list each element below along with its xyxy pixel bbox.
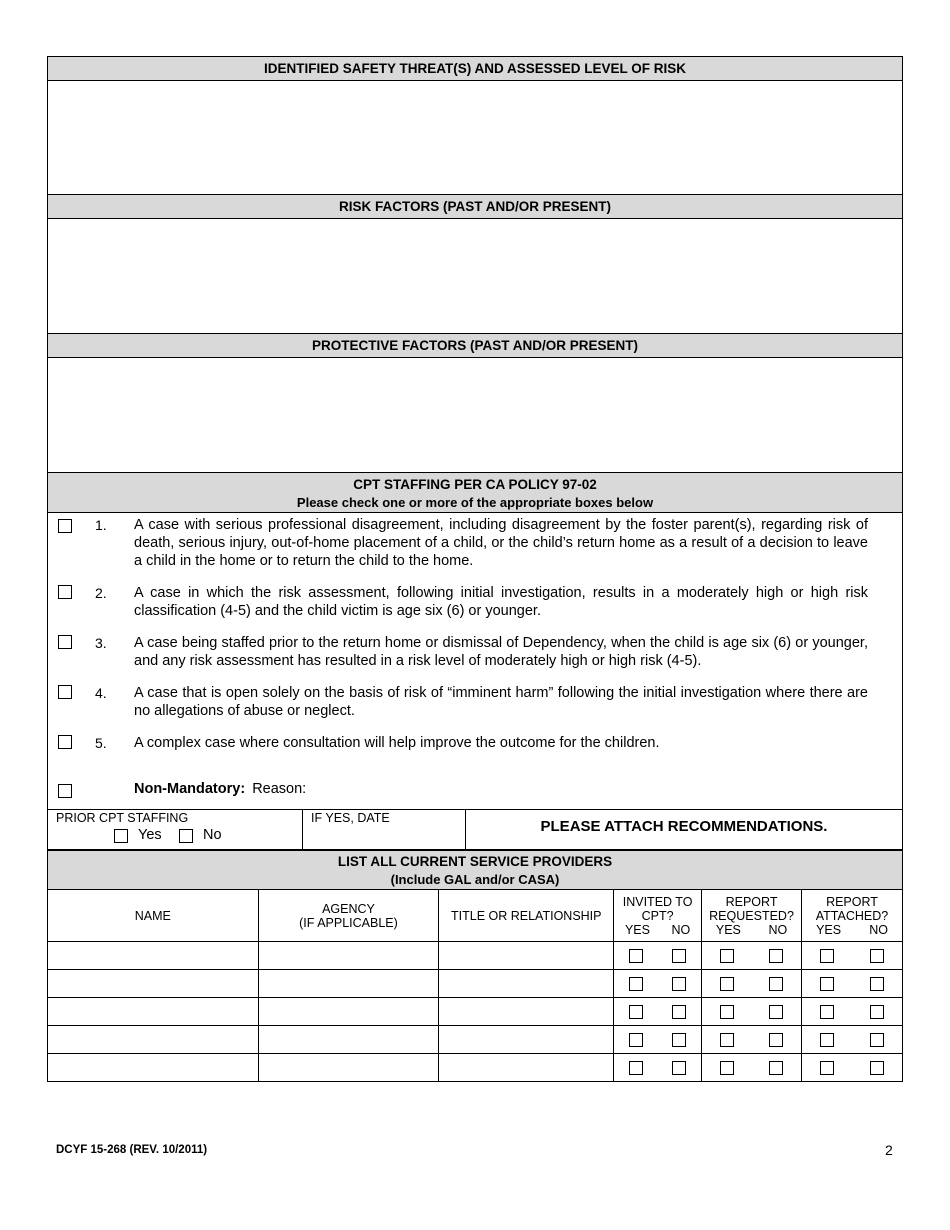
cpt-staffing-title: CPT STAFFING PER CA POLICY 97-02: [353, 477, 597, 492]
invited-no-checkbox[interactable]: [672, 1005, 686, 1019]
attached-yes-label: YES: [816, 922, 842, 937]
title-input[interactable]: [439, 942, 614, 970]
cpt-item-5-number: 5.: [95, 735, 107, 751]
col-requested-header: [702, 890, 802, 942]
attached-yes-checkbox[interactable]: [820, 1033, 834, 1047]
cpt-item-1-text: A case with serious professional disagreement, including disagreement by the foster parent(s), regarding risk of death, serious injury, out-of-home placement of a child, or the child’s return home as a result of a decision to leave a child in the home or to return the child to the home.: [134, 517, 868, 569]
attached-no-checkbox[interactable]: [870, 1061, 884, 1075]
cpt-item-4-number: 4.: [95, 685, 107, 701]
invited-no-checkbox[interactable]: [672, 977, 686, 991]
cpt-item-3-checkbox[interactable]: [58, 635, 72, 649]
requested-yes-checkbox[interactable]: [720, 1005, 734, 1019]
requested-no-checkbox[interactable]: [769, 949, 783, 963]
col-agency-line-1: AGENCY: [322, 901, 375, 916]
invited-checkboxes: [614, 970, 702, 998]
cpt-item-5-checkbox[interactable]: [58, 735, 72, 749]
cpt-item-2-text: A case in which the risk assessment, following initial investigation, results in a moderately high or high risk classification (4-5) and the child victim is age six (6) or younger.: [134, 585, 868, 619]
requested-no-checkbox[interactable]: [769, 1061, 783, 1075]
non-mandatory-row: [134, 781, 306, 797]
col-attached-line-1: REPORT: [826, 894, 878, 909]
col-attached-line-2: ATTACHED?: [815, 908, 889, 923]
cpt-item-4-text: A case that is open solely on the basis of risk of “imminent harm” following the initial investigation where there are no allegations of abuse or neglect.: [134, 685, 868, 719]
invited-no-label: NO: [671, 922, 691, 937]
invited-yes-checkbox[interactable]: [629, 949, 643, 963]
safety-threats-header: IDENTIFIED SAFETY THREAT(S) AND ASSESSED LEVEL OF RISK: [47, 56, 903, 81]
agency-input[interactable]: [258, 998, 439, 1026]
requested-no-label: NO: [768, 922, 788, 937]
risk-factors-header: RISK FACTORS (PAST AND/OR PRESENT): [47, 194, 903, 219]
col-title-header: TITLE OR RELATIONSHIP: [439, 890, 614, 942]
table-row: [48, 998, 903, 1026]
invited-no-checkbox[interactable]: [672, 949, 686, 963]
invited-checkboxes: [614, 1026, 702, 1054]
name-input[interactable]: [48, 1026, 259, 1054]
attached-checkboxes: [802, 1054, 903, 1082]
invited-yes-checkbox[interactable]: [629, 1005, 643, 1019]
attached-no-checkbox[interactable]: [870, 1005, 884, 1019]
name-input[interactable]: [48, 1054, 259, 1082]
prior-cpt-date-input[interactable]: [304, 826, 464, 848]
non-mandatory-label: Non-Mandatory:: [134, 781, 246, 797]
attached-yes-checkbox[interactable]: [820, 977, 834, 991]
attached-no-label: NO: [869, 922, 888, 937]
cpt-item-2-number: 2.: [95, 585, 107, 601]
name-input[interactable]: [48, 998, 259, 1026]
cpt-item-2-checkbox[interactable]: [58, 585, 72, 599]
attach-recommendations-label: PLEASE ATTACH RECOMMENDATIONS.: [540, 818, 828, 835]
col-invited-header: [614, 890, 702, 942]
col-requested-line-2: REQUESTED?: [709, 908, 794, 923]
attached-checkboxes: [802, 942, 903, 970]
col-agency-header: [258, 890, 439, 942]
title-input[interactable]: [439, 1054, 614, 1082]
invited-checkboxes: [614, 998, 702, 1026]
prior-cpt-label: PRIOR CPT STAFFING: [56, 811, 189, 825]
table-row: [48, 942, 903, 970]
invited-no-checkbox[interactable]: [672, 1033, 686, 1047]
col-invited-line-2: CPT?: [641, 908, 674, 923]
invited-yes-checkbox[interactable]: [629, 977, 643, 991]
providers-subtitle: (Include GAL and/or CASA): [390, 872, 560, 887]
prior-cpt-yes-label: Yes: [138, 827, 162, 843]
requested-checkboxes: [702, 1026, 802, 1054]
title-input[interactable]: [439, 998, 614, 1026]
attached-yes-checkbox[interactable]: [820, 1005, 834, 1019]
cpt-item-3-text: A case being staffed prior to the return home or dismissal of Dependency, when the child is age six (6) or younger, and any risk assessment has resulted in a risk level of moderately high or high risk (4-5).: [134, 635, 868, 669]
col-requested-line-1: REPORT: [725, 894, 778, 909]
invited-yes-label: YES: [624, 922, 650, 937]
cpt-item-4-checkbox[interactable]: [58, 685, 72, 699]
requested-yes-checkbox[interactable]: [720, 977, 734, 991]
col-name-header: NAME: [48, 890, 259, 942]
page-number: 2: [885, 1142, 893, 1158]
col-attached-header: [802, 890, 903, 942]
prior-cpt-divider-1: [302, 809, 303, 850]
form-id: DCYF 15-268 (REV. 10/2011): [56, 1144, 208, 1156]
prior-cpt-yes-checkbox[interactable]: [114, 829, 128, 843]
requested-yes-checkbox[interactable]: [720, 1033, 734, 1047]
attached-no-checkbox[interactable]: [870, 949, 884, 963]
title-input[interactable]: [439, 970, 614, 998]
requested-no-checkbox[interactable]: [769, 977, 783, 991]
cpt-staffing-header: [47, 472, 903, 513]
cpt-item-3-number: 3.: [95, 635, 107, 651]
prior-cpt-no-checkbox[interactable]: [179, 829, 193, 843]
col-invited-line-1: INVITED TO: [622, 894, 693, 909]
providers-table: [47, 889, 903, 1082]
protective-factors-header: PROTECTIVE FACTORS (PAST AND/OR PRESENT): [47, 333, 903, 358]
providers-header: [47, 850, 903, 890]
invited-yes-checkbox[interactable]: [629, 1033, 643, 1047]
requested-checkboxes: [702, 1054, 802, 1082]
requested-no-checkbox[interactable]: [769, 1033, 783, 1047]
agency-input[interactable]: [258, 1054, 439, 1082]
safety-threats-field[interactable]: [47, 80, 903, 195]
table-row: [48, 1026, 903, 1054]
attached-checkboxes: [802, 970, 903, 998]
prior-cpt-no-label: No: [203, 827, 222, 843]
requested-no-checkbox[interactable]: [769, 1005, 783, 1019]
invited-no-checkbox[interactable]: [672, 1061, 686, 1075]
requested-yes-label: YES: [715, 922, 741, 937]
requested-yes-checkbox[interactable]: [720, 949, 734, 963]
requested-checkboxes: [702, 998, 802, 1026]
cpt-staffing-subtitle: Please check one or more of the appropriate boxes below: [296, 495, 654, 510]
attached-checkboxes: [802, 1026, 903, 1054]
attached-yes-checkbox[interactable]: [820, 1061, 834, 1075]
non-mandatory-checkbox[interactable]: [58, 784, 72, 798]
attached-no-checkbox[interactable]: [870, 977, 884, 991]
reason-label: Reason:: [252, 781, 307, 797]
name-input[interactable]: [48, 970, 259, 998]
requested-checkboxes: [702, 970, 802, 998]
prior-cpt-date-label: IF YES, DATE: [311, 811, 390, 825]
providers-title: LIST ALL CURRENT SERVICE PROVIDERS: [337, 854, 613, 869]
title-input[interactable]: [439, 1026, 614, 1054]
protective-factors-field[interactable]: [47, 357, 903, 473]
agency-input[interactable]: [258, 1026, 439, 1054]
attached-yes-checkbox[interactable]: [820, 949, 834, 963]
invited-checkboxes: [614, 942, 702, 970]
table-row: [48, 1054, 903, 1082]
agency-input[interactable]: [258, 970, 439, 998]
requested-checkboxes: [702, 942, 802, 970]
requested-yes-checkbox[interactable]: [720, 1061, 734, 1075]
attached-checkboxes: [802, 998, 903, 1026]
cpt-item-5-text: A complex case where consultation will help improve the outcome for the children.: [134, 735, 660, 751]
cpt-item-1-checkbox[interactable]: [58, 519, 72, 533]
invited-yes-checkbox[interactable]: [629, 1061, 643, 1075]
col-agency-line-2: (IF APPLICABLE): [299, 915, 398, 930]
invited-checkboxes: [614, 1054, 702, 1082]
cpt-item-1-number: 1.: [95, 517, 107, 533]
providers-table-header: [48, 890, 903, 942]
agency-input[interactable]: [258, 942, 439, 970]
name-input[interactable]: [48, 942, 259, 970]
risk-factors-field[interactable]: [47, 218, 903, 334]
attached-no-checkbox[interactable]: [870, 1033, 884, 1047]
table-row: [48, 970, 903, 998]
